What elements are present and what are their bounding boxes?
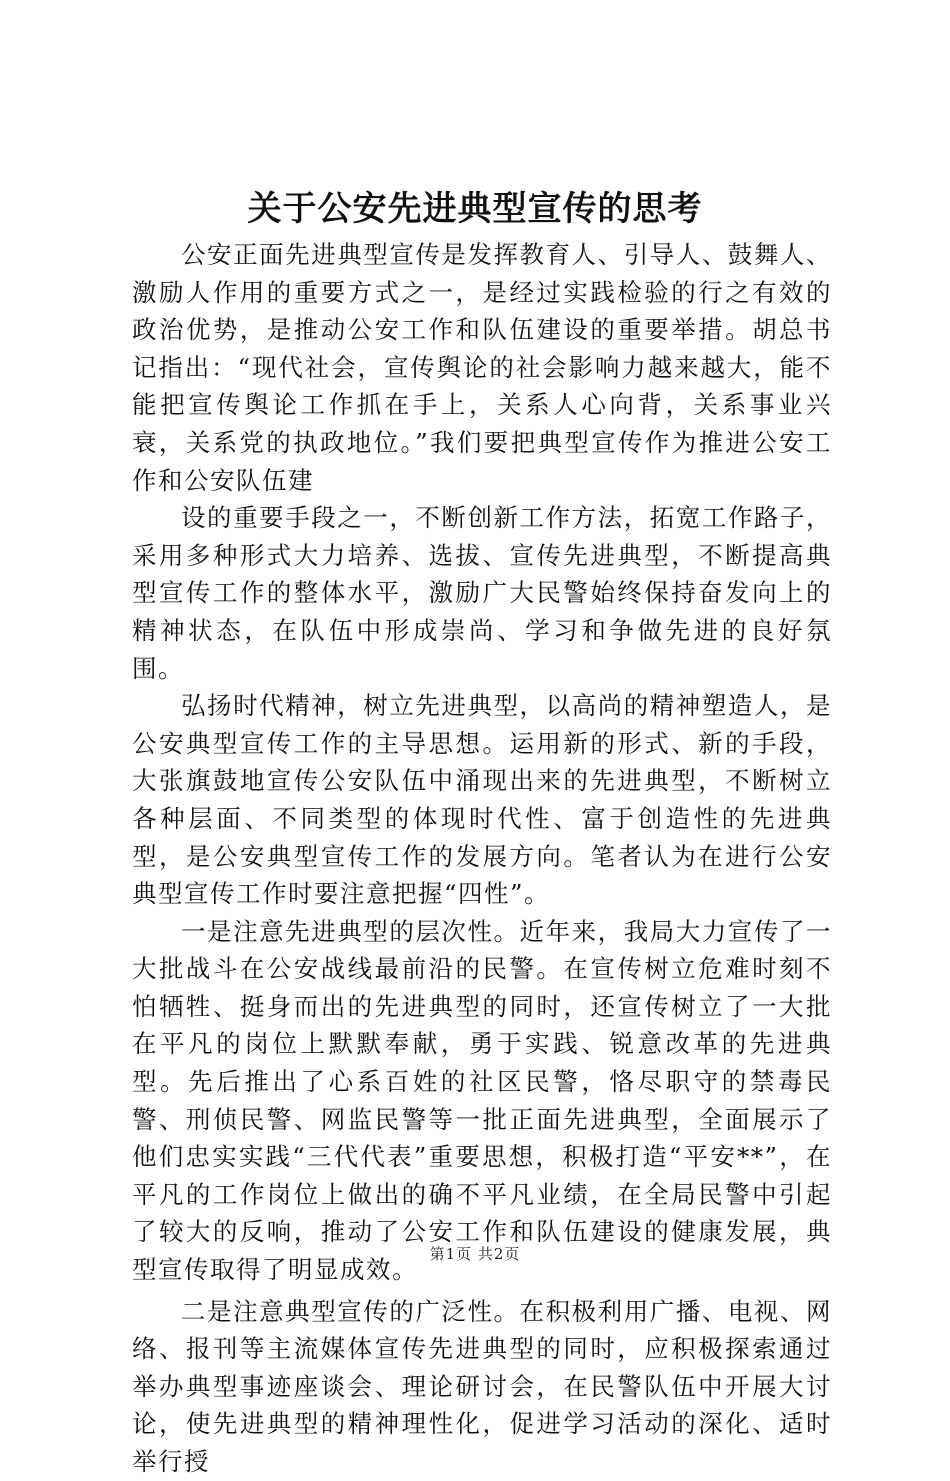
paragraph-continuation: 设的重要手段之一，不断创新工作方法，拓宽工作路子，采用多种形式大力培养、选拔、宣传先进典型，不断提高典型宣传工作的整体水平，激励广大民警始终保持奋发向上的精神状态，在队伍中形成崇尚、学习和争做先进的良好氛围。 [132, 503, 832, 683]
page-number-footer: 第1页 共2页 [429, 1245, 521, 1263]
paragraph-intro: 公安正面先进典型宣传是发挥教育人、引导人、鼓舞人、激励人作用的重要方式之一，是经过实践检验的行之有效的政治优势，是推动公安工作和队伍建设的重要举措。胡总书记指出：“现代社会，宣传舆论的社会影响力越来越大，能不能把宣传舆论工作抓在手上，关系人心向背，关系事业兴衰，关系党的执政地位。”我们要把典型宣传作为推进公安工作和公安队伍建 [132, 240, 832, 495]
paragraph-guiding-thought: 弘扬时代精神，树立先进典型，以高尚的精神塑造人，是公安典型宣传工作的主导思想。运用新的形式、新的手段，大张旗鼓地宣传公安队伍中涌现出来的先进典型，不断树立各种层面、不同类型的体现时代性、富于创造性的先进典型，是公安典型宣传工作的发展方向。笔者认为在进行公安典型宣传工作时要注意把握“四性”。 [132, 691, 832, 909]
document-title: 关于公安先进典型宣传的思考 [247, 189, 703, 229]
document-body [132, 236, 832, 1481]
paragraph-point-two: 二是注意典型宣传的广泛性。在积极利用广播、电视、网络、报刊等主流媒体宣传先进典型的同时，应积极探索通过举办典型事迹座谈会、理论研讨会，在民警队伍中开展大讨论，使先进典型的精神理性化，促进学习活动的深化、适时举行授 [132, 1296, 832, 1476]
paragraph-point-one: 一是注意先进典型的层次性。近年来，我局大力宣传了一大批战斗在公安战线最前沿的民警。在宣传树立危难时刻不怕牺牲、挺身而出的先进典型的同时，还宣传树立了一大批在平凡的岗位上默默奉献，勇于实践、锐意改革的先进典型。先后推出了心系百姓的社区民警，恪尽职守的禁毒民警、刑侦民警、网监民警等一批正面先进典型，全面展示了他们忠实实践“三代代表”重要思想，积极打造“平安**”，在平凡的工作岗位上做出的确不平凡业绩，在全局民警中引起了较大的反响，推动了公安工作和队伍建设的健康发展，典型宣传取得了明显成效。 [132, 916, 832, 1285]
